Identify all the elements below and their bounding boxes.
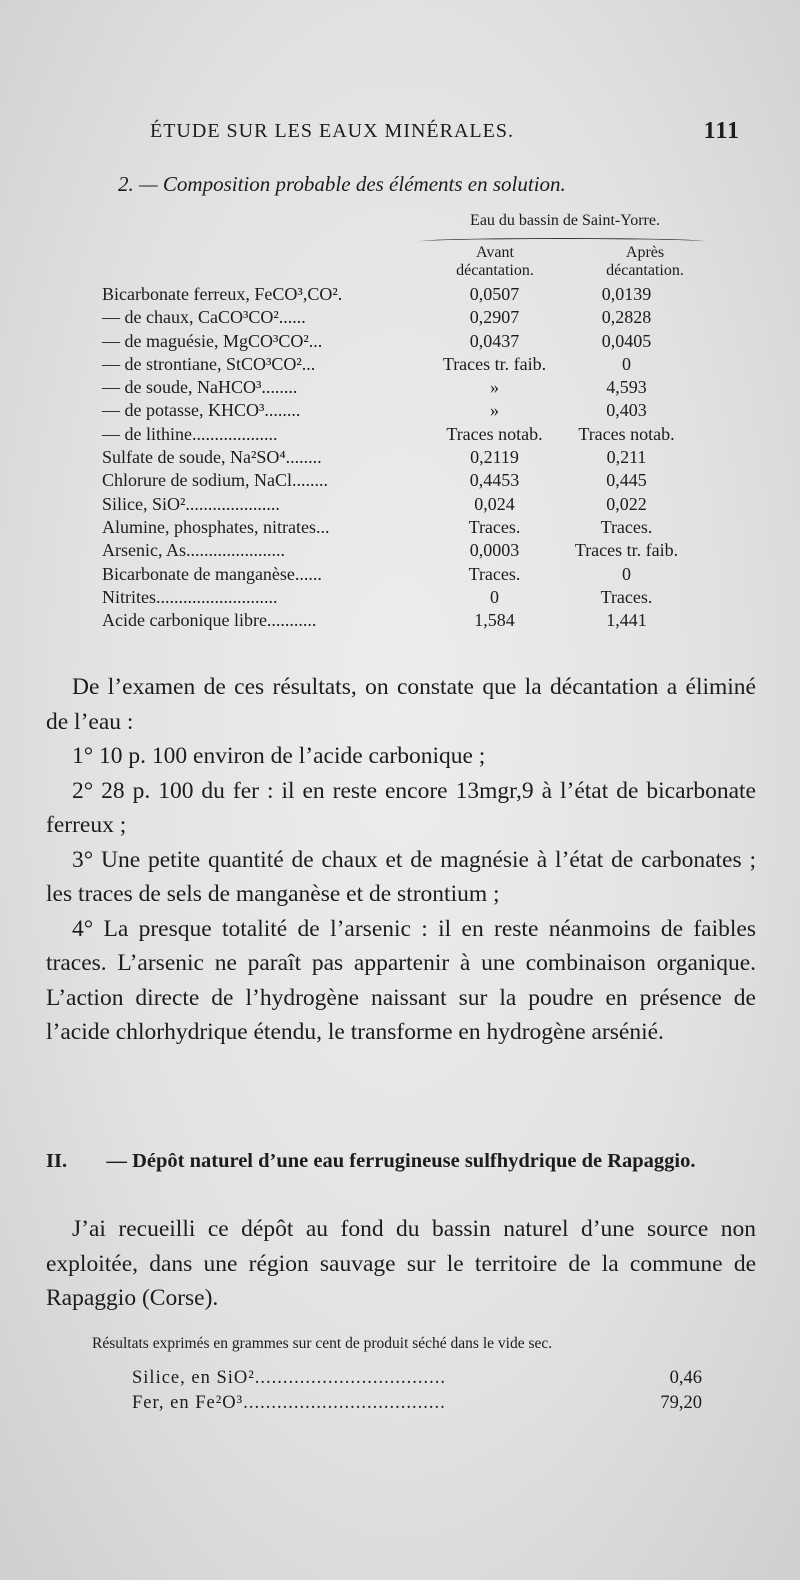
paragraph: 2° 28 p. 100 du fer : il en reste encore 13mgr,9 à l’état de bicarbonate ferreux ; <box>46 777 756 838</box>
table-row <box>102 331 702 354</box>
value-before: Traces tr. faib. <box>442 353 547 374</box>
value-after: Traces tr. faib. <box>574 540 679 561</box>
result-row <box>132 1368 702 1389</box>
composition-table <box>102 284 702 633</box>
table-row <box>102 377 702 400</box>
value-after: 1,441 <box>606 610 647 631</box>
section-body <box>46 1212 756 1316</box>
value-after: 0,2828 <box>601 307 652 328</box>
row-label: — de potasse, KHCO³........ <box>102 400 301 421</box>
value-before: Traces. <box>468 516 521 537</box>
value-after: 0 <box>622 563 631 584</box>
value-after: Traces notab. <box>578 423 675 444</box>
row-label: Acide carbonique libre........... <box>102 610 317 631</box>
value-before: » <box>490 377 499 398</box>
row-label: — de lithine................... <box>102 423 278 444</box>
paragraph: 3° Une petite quantité de chaux et de magnésie à l’état de carbonates ; les traces de sels de manganèse et de strontium ; <box>46 846 756 907</box>
value-before: 0,0437 <box>469 330 520 351</box>
value-after: 0,0139 <box>601 284 652 304</box>
result-label: Silice, en SiO².................................. <box>132 1368 447 1388</box>
table-row <box>102 564 702 587</box>
row-label: Bicarbonate ferreux, FeCO³,CO². <box>102 284 343 304</box>
value-before: 0 <box>490 586 499 607</box>
subsection-title: 2. — Composition probable des éléments en solution. <box>118 172 566 196</box>
result-label: Fer, en Fe²O³.................................... <box>132 1393 446 1413</box>
col-after-header <box>585 244 705 280</box>
paragraph: 1° 10 p. 100 environ de l’acide carbonique ; <box>72 743 486 769</box>
value-before: 0,024 <box>474 493 515 514</box>
col-before-header <box>440 244 550 280</box>
value-after: Traces. <box>600 516 653 537</box>
value-before: » <box>490 400 499 421</box>
value-before: 0,4453 <box>469 470 520 491</box>
row-label: Sulfate de soude, Na²SO⁴........ <box>102 447 322 468</box>
table-row <box>102 354 702 377</box>
results-caption: Résultats exprimés en grammes sur cent de produit séché dans le vide sec. <box>92 1335 553 1352</box>
row-label: Nitrites........................... <box>102 586 278 607</box>
result-row <box>132 1393 702 1414</box>
result-value: 79,20 <box>660 1393 702 1413</box>
value-after: Traces. <box>600 586 653 607</box>
value-after: 0 <box>622 353 631 374</box>
running-header <box>150 120 750 143</box>
value-before: 1,584 <box>474 610 515 631</box>
table-row <box>102 517 702 540</box>
row-label: — de soude, NaHCO³........ <box>102 377 298 398</box>
section-heading <box>46 1148 756 1174</box>
value-after: 0,211 <box>606 447 647 468</box>
value-before: 0,2907 <box>469 307 520 328</box>
row-label: Bicarbonate de manganèse...... <box>102 563 322 584</box>
table-row <box>102 610 702 633</box>
table-row <box>102 400 702 423</box>
value-before: Traces. <box>468 563 521 584</box>
table-row <box>102 307 702 330</box>
value-after: 0,403 <box>606 400 647 421</box>
row-label: Silice, SiO²..................... <box>102 493 280 514</box>
table-row <box>102 540 702 563</box>
value-after: 0,0405 <box>601 330 652 351</box>
row-label: — de chaux, CaCO³CO²...... <box>102 307 306 328</box>
table-row <box>102 424 702 447</box>
value-before: 0,2119 <box>470 447 519 468</box>
table-row <box>102 284 702 307</box>
result-value: 0,46 <box>669 1368 702 1388</box>
col-after-line2: décantation. <box>606 262 684 279</box>
col-after-line1: Après <box>625 244 665 261</box>
paragraph: J’ai recueilli ce dépôt au fond du bassin naturel d’une source non exploitée, dans une région sauvage sur le territoire de la commune de Rapaggio (Corse). <box>46 1216 756 1311</box>
value-after: 0,445 <box>606 470 647 491</box>
section-number: II. <box>46 1150 68 1172</box>
paragraph: 4° La presque totalité de l’arsenic : il en reste néanmoins de faibles traces. L’arsenic ne paraît pas appartenir à une combinaison organique. L’action directe de l’hydrogène naissant sur la poudre en présence de l’acide chlorhydrique étendu, le transforme en hydrogène arsénié. <box>46 915 756 1045</box>
value-after: 0,022 <box>606 493 647 514</box>
table-group-header: Eau du bassin de Saint-Yorre. <box>470 212 660 229</box>
value-before: 0,0003 <box>469 540 520 561</box>
row-label: Alumine, phosphates, nitrates... <box>102 516 330 537</box>
row-label: — de maguésie, MgCO³CO²... <box>102 330 323 351</box>
row-label: Chlorure de sodium, NaCl........ <box>102 470 328 491</box>
table-row <box>102 587 702 610</box>
page-number: 111 <box>703 118 740 144</box>
running-title: ÉTUDE SUR LES EAUX MINÉRALES. <box>150 120 514 142</box>
section-title: — Dépôt naturel d’une eau ferrugineuse sulfhydrique de Rapaggio. <box>106 1150 696 1172</box>
value-before: 0,0507 <box>469 284 520 304</box>
value-after: 4,593 <box>606 377 647 398</box>
body-paragraphs <box>46 670 756 1050</box>
table-row <box>102 494 702 517</box>
col-before-line1: Avant <box>476 244 514 261</box>
row-label: Arsenic, As...................... <box>102 540 285 561</box>
table-row <box>102 447 702 470</box>
value-before: Traces notab. <box>446 423 543 444</box>
col-before-line2: décantation. <box>456 262 534 279</box>
table-row <box>102 470 702 493</box>
row-label: — de strontiane, StCO³CO²... <box>102 353 316 374</box>
paragraph: De l’examen de ces résultats, on constate que la décantation a éliminé de l’eau : <box>46 674 756 735</box>
